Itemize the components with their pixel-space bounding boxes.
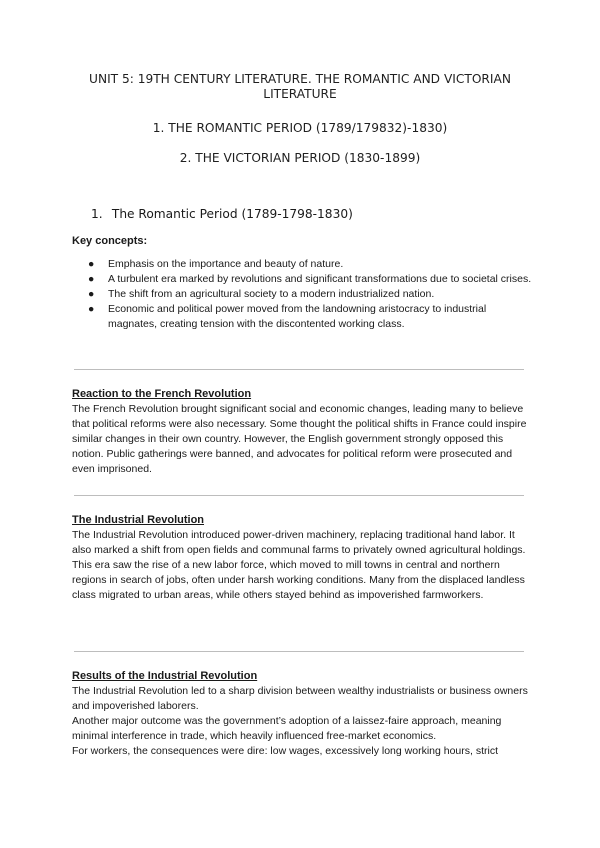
document-title: UNIT 5: 19TH CENTURY LITERATURE. THE ROMANTIC AND VICTORIAN LITERATURE <box>89 72 511 101</box>
industrial-revolution-heading: The Industrial Revolution <box>72 514 205 526</box>
list-item-text: Emphasis on the importance and beauty of nature. <box>108 258 344 270</box>
results-paragraph: The Industrial Revolution led to a sharp division between wealthy industrialists or business owners and impoverished laborers. <box>72 685 528 712</box>
list-item-text: Economic and political power moved from the landowning aristocracy to industrial magnates, creating tension with the discontented working class. <box>108 303 487 330</box>
list-item <box>72 272 532 287</box>
industrial-revolution-paragraph: The Industrial Revolution introduced power-driven machinery, replacing traditional hand labor. It also marked a shift from open fields and communal farms to privately owned agricultural holdings. <box>72 529 526 556</box>
list-item <box>72 287 532 302</box>
divider <box>74 495 524 496</box>
key-concepts-list <box>72 257 532 332</box>
results-section <box>72 669 532 759</box>
french-revolution-heading: Reaction to the French Revolution <box>72 388 252 400</box>
section-heading <box>91 207 353 222</box>
key-concepts-heading: Key concepts: <box>72 235 148 247</box>
toc-item-romantic: 1. THE ROMANTIC PERIOD (1789/179832)-1830) <box>152 121 448 135</box>
french-revolution-paragraph: The French Revolution brought significant social and economic changes, leading many to believe that political reforms were also necessary. Some thought the political shifts in France could inspire similar changes in their own country. However, the English government strongly opposed this notion. Public gatherings were banned, and advocates for political reform were prosecuted and even imprisoned. <box>72 403 527 475</box>
divider <box>74 369 524 370</box>
list-item-text: The shift from an agricultural society to a modern industrialized nation. <box>108 288 435 300</box>
list-item-text: A turbulent era marked by revolutions and significant transformations due to societal crises. <box>108 273 532 285</box>
bullet-icon: ● <box>88 288 95 300</box>
results-heading: Results of the Industrial Revolution <box>72 670 258 682</box>
bullet-icon: ● <box>88 273 95 285</box>
results-paragraph: Another major outcome was the government’s adoption of a laissez-faire approach, meaning minimal interference in trade, which heavily influenced free-market economics. <box>72 715 502 742</box>
french-revolution-section <box>72 387 532 477</box>
bullet-icon: ● <box>88 258 95 270</box>
industrial-revolution-section <box>72 513 532 603</box>
divider <box>74 651 524 652</box>
list-item <box>72 257 532 272</box>
industrial-revolution-paragraph: This era saw the rise of a new labor force, which moved to mill towns in central and northern regions in search of jobs, often under harsh working conditions. Many from the displaced landless class migrated to urban areas, while others stayed behind as impoverished farmworkers. <box>72 559 525 601</box>
bullet-icon: ● <box>88 303 95 315</box>
results-paragraph: For workers, the consequences were dire: low wages, excessively long working hours, strict <box>72 745 499 757</box>
section-number: 1. <box>91 207 103 221</box>
section-title: The Romantic Period (1789-1798-1830) <box>111 207 353 221</box>
toc-item-victorian: 2. THE VICTORIAN PERIOD (1830-1899) <box>179 151 421 165</box>
list-item <box>72 302 532 332</box>
